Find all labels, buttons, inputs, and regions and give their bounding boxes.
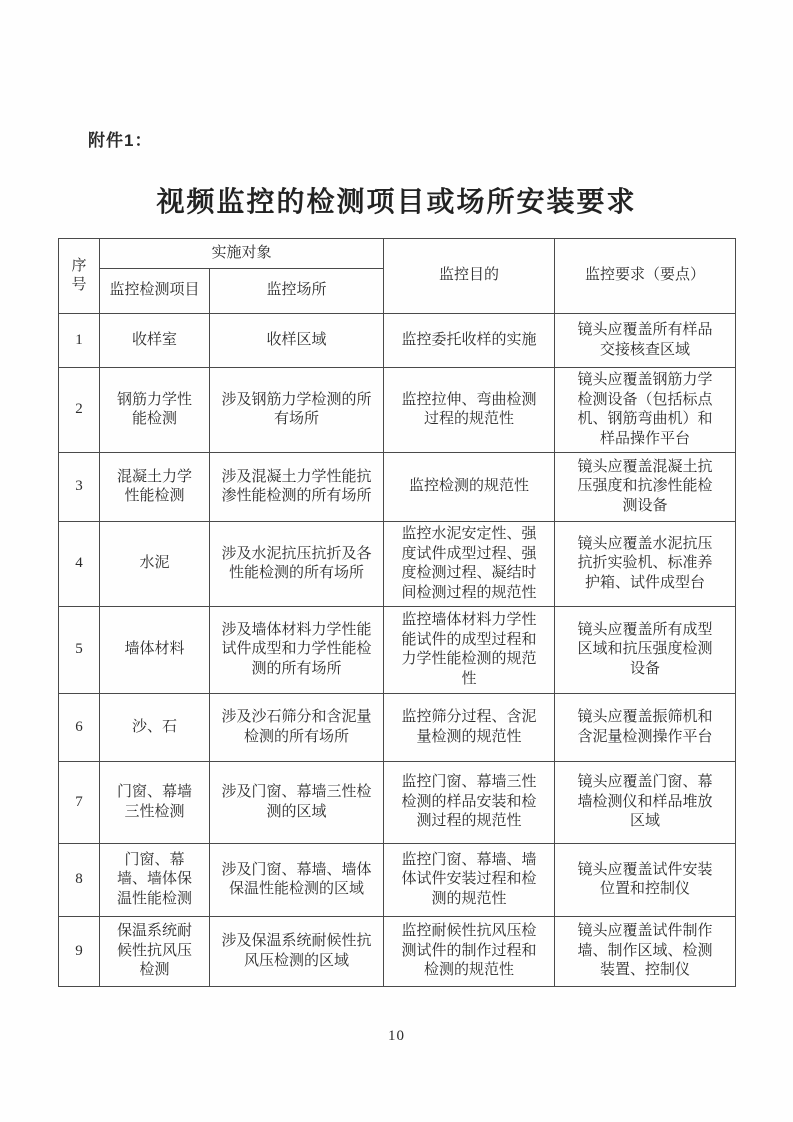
table-row bbox=[59, 368, 736, 453]
row-item-cell: 收样室 bbox=[100, 314, 210, 368]
row-purpose-cell: 监控拉伸、弯曲检测过程的规范性 bbox=[384, 368, 555, 453]
row-place-cell: 涉及门窗、幕墙三性检测的区域 bbox=[210, 762, 384, 844]
table-row bbox=[59, 314, 736, 368]
row-requirement-cell: 镜头应覆盖试件制作墙、制作区域、检测装置、控制仪 bbox=[555, 917, 736, 987]
header-implement-object: 实施对象 bbox=[100, 239, 384, 269]
row-seq-cell: 2 bbox=[59, 368, 100, 453]
row-requirement-cell: 镜头应覆盖钢筋力学检测设备（包括标点机、钢筋弯曲机）和样品操作平台 bbox=[555, 368, 736, 453]
row-place-cell: 涉及沙石筛分和含泥量检测的所有场所 bbox=[210, 694, 384, 762]
row-purpose-cell: 监控检测的规范性 bbox=[384, 453, 555, 522]
header-item: 监控检测项目 bbox=[100, 269, 210, 314]
row-item-cell: 钢筋力学性能检测 bbox=[100, 368, 210, 453]
row-requirement-cell: 镜头应覆盖所有样品交接核查区域 bbox=[555, 314, 736, 368]
row-requirement-cell: 镜头应覆盖水泥抗压抗折实验机、标准养护箱、试件成型台 bbox=[555, 522, 736, 607]
row-place-cell: 涉及水泥抗压抗折及各性能检测的所有场所 bbox=[210, 522, 384, 607]
row-item-cell: 门窗、幕墙三性检测 bbox=[100, 762, 210, 844]
row-item-cell: 沙、石 bbox=[100, 694, 210, 762]
row-requirement-cell: 镜头应覆盖振筛机和含泥量检测操作平台 bbox=[555, 694, 736, 762]
table-header bbox=[59, 239, 736, 314]
row-requirement-cell: 镜头应覆盖所有成型区域和抗压强度检测设备 bbox=[555, 607, 736, 694]
page-number: 10 bbox=[388, 1028, 405, 1044]
row-purpose-cell: 监控墙体材料力学性能试件的成型过程和力学性能检测的规范性 bbox=[384, 607, 555, 694]
row-seq-cell: 9 bbox=[59, 917, 100, 987]
row-place-cell: 涉及钢筋力学检测的所有场所 bbox=[210, 368, 384, 453]
row-seq-cell: 4 bbox=[59, 522, 100, 607]
row-place-cell: 涉及混凝土力学性能抗渗性能检测的所有场所 bbox=[210, 453, 384, 522]
row-seq-cell: 7 bbox=[59, 762, 100, 844]
row-place-cell: 涉及保温系统耐候性抗风压检测的区域 bbox=[210, 917, 384, 987]
header-requirement: 监控要求（要点） bbox=[555, 239, 736, 314]
table-body bbox=[59, 314, 736, 987]
row-seq-cell: 3 bbox=[59, 453, 100, 522]
row-seq-cell: 8 bbox=[59, 844, 100, 917]
table-row bbox=[59, 917, 736, 987]
row-item-cell: 水泥 bbox=[100, 522, 210, 607]
table-row bbox=[59, 762, 736, 844]
row-item-cell: 保温系统耐候性抗风压检测 bbox=[100, 917, 210, 987]
row-purpose-cell: 监控水泥安定性、强度试件成型过程、强度检测过程、凝结时间检测过程的规范性 bbox=[384, 522, 555, 607]
row-place-cell: 收样区域 bbox=[210, 314, 384, 368]
row-requirement-cell: 镜头应覆盖门窗、幕墙检测仪和样品堆放区域 bbox=[555, 762, 736, 844]
row-seq-cell: 6 bbox=[59, 694, 100, 762]
row-place-cell: 涉及墙体材料力学性能试件成型和力学性能检测的所有场所 bbox=[210, 607, 384, 694]
row-item-cell: 墙体材料 bbox=[100, 607, 210, 694]
row-requirement-cell: 镜头应覆盖混凝土抗压强度和抗渗性能检测设备 bbox=[555, 453, 736, 522]
row-purpose-cell: 监控筛分过程、含泥量检测的规范性 bbox=[384, 694, 555, 762]
row-purpose-cell: 监控门窗、幕墙、墙体试件安装过程和检测的规范性 bbox=[384, 844, 555, 917]
table-row bbox=[59, 844, 736, 917]
table-row bbox=[59, 453, 736, 522]
row-item-cell: 门窗、幕墙、墙体保温性能检测 bbox=[100, 844, 210, 917]
table-row bbox=[59, 607, 736, 694]
row-requirement-cell: 镜头应覆盖试件安装位置和控制仪 bbox=[555, 844, 736, 917]
row-seq-cell: 1 bbox=[59, 314, 100, 368]
table-row bbox=[59, 522, 736, 607]
requirements-table bbox=[58, 238, 736, 987]
attachment-label: 附件1： bbox=[88, 131, 153, 150]
header-seq: 序号 bbox=[59, 239, 100, 314]
table-row bbox=[59, 694, 736, 762]
row-seq-cell: 5 bbox=[59, 607, 100, 694]
row-item-cell: 混凝土力学性能检测 bbox=[100, 453, 210, 522]
row-purpose-cell: 监控门窗、幕墙三性检测的样品安装和检测过程的规范性 bbox=[384, 762, 555, 844]
row-place-cell: 涉及门窗、幕墙、墙体保温性能检测的区域 bbox=[210, 844, 384, 917]
header-purpose: 监控目的 bbox=[384, 239, 555, 314]
row-purpose-cell: 监控耐候性抗风压检测试件的制作过程和检测的规范性 bbox=[384, 917, 555, 987]
header-row-top bbox=[59, 239, 736, 269]
header-place: 监控场所 bbox=[210, 269, 384, 314]
page-title: 视频监控的检测项目或场所安装要求 bbox=[156, 187, 637, 218]
row-purpose-cell: 监控委托收样的实施 bbox=[384, 314, 555, 368]
